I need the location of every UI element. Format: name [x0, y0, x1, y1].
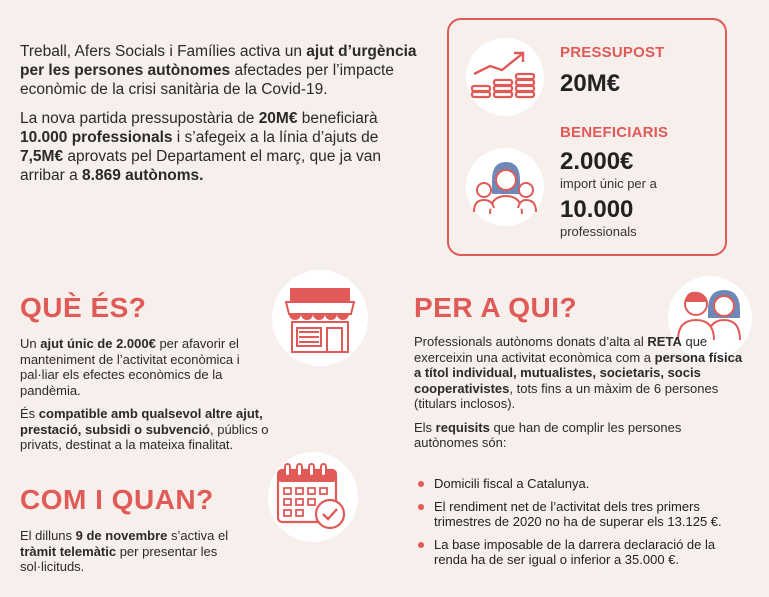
amount-description: import únic per a [560, 176, 657, 191]
beneficiaries-label: BENEFICIARIS [560, 124, 669, 141]
budget-label: PRESSUPOST [560, 44, 665, 61]
list-item: Domicili fiscal a Catalunya. [414, 476, 746, 492]
per-a-qui-paragraph-2: Els requisits que han de complir les persones autònomes són: [414, 419, 682, 450]
que-es-heading: QUÈ ÉS? [20, 292, 147, 323]
budget-value: 20M€ [560, 70, 621, 97]
calendar-check-icon [268, 452, 358, 542]
coins-growth-icon [466, 38, 544, 116]
que-es-paragraph-1: Un ajut únic de 2.000€ per afavorir el manteniment de l’activitat econòmica i pal·liar els efectes econòmics de la pandèmia. [20, 336, 240, 398]
intro-text [20, 42, 420, 195]
family-icon [466, 148, 544, 226]
list-item: La base imposable de la darrera declaració de la renda ha de ser igual o inferior a 35.000 €. [414, 537, 746, 568]
com-i-quan-text [20, 528, 260, 583]
intro-paragraph-1: Treball, Afers Socials i Famílies activa un ajut d’urgència per les persones autònomes afectades per l’impacte econòmic de la crisi sanitària de la Covid-19. [20, 43, 417, 98]
per-a-qui-paragraph-1: Professionals autònoms donats d’alta al RETA que exerceixin una activitat econòmica com a persona física a títol individual, mutualistes, societaris, socis cooperativistes, tots fins a un màxim de 6 persones (titulars inclosos). [414, 334, 743, 411]
que-es-text [20, 336, 270, 461]
shop-icon [272, 270, 368, 366]
que-es-paragraph-2: És compatible amb qualsevol altre ajut, prestació, subsidi o subvenció, públics o privats, destinat a la mateixa finalitat. [20, 406, 269, 452]
com-i-quan-paragraph: El dilluns 9 de novembre s’activa el tràmit telemàtic per presentar les sol·licituds. [20, 528, 229, 574]
intro-paragraph-2: La nova partida pressupostària de 20M€ beneficiarà 10.000 professionals i s’afegeix a la línia d’ajuts de 7,5M€ aprovats pel Departament el març, que ja van arribar a 8.869 autònoms. [20, 110, 382, 184]
professionals-description: professionals [560, 224, 637, 239]
list-item: El rendiment net de l’activitat dels tres primers trimestres de 2020 no ha de superar els 13.125 €. [414, 499, 746, 530]
professionals-value: 10.000 [560, 196, 634, 223]
amount-value: 2.000€ [560, 148, 634, 175]
com-i-quan-heading: COM I QUAN? [20, 484, 214, 515]
per-a-qui-heading: PER A QUI? [414, 292, 578, 323]
requirements-list [414, 476, 746, 575]
per-a-qui-text [414, 334, 746, 459]
